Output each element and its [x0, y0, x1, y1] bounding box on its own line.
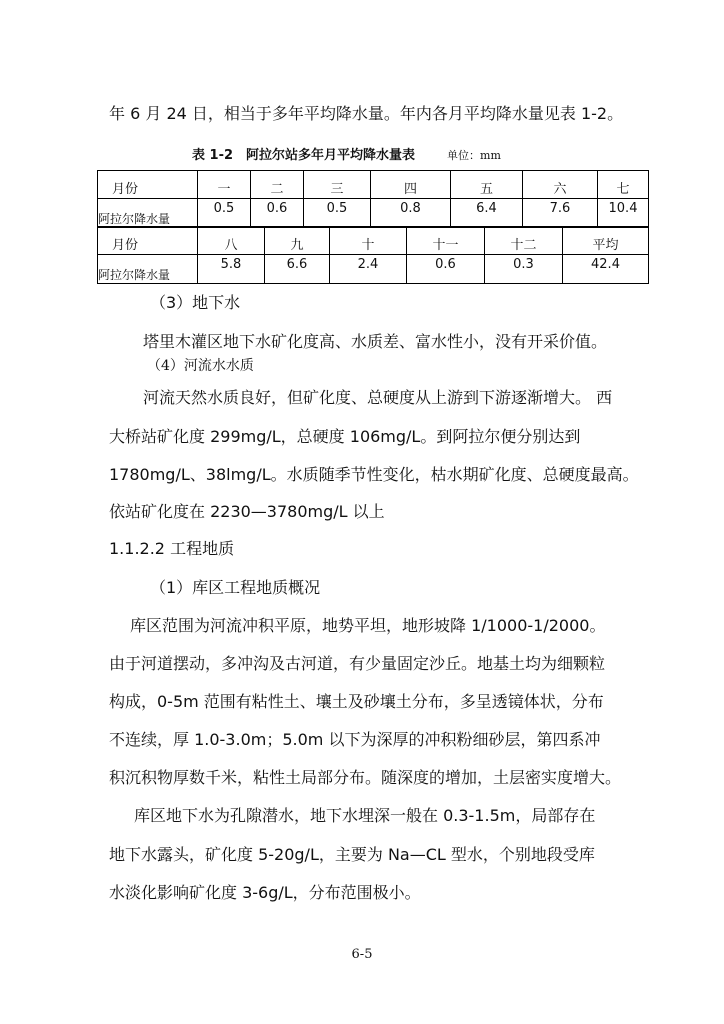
- month-header-label: 月份: [98, 227, 198, 255]
- value-cell: 0.6: [251, 199, 304, 228]
- value-cell: 0.6: [407, 255, 485, 284]
- value-cell: 7.6: [523, 199, 598, 228]
- intro-line: 年 6 月 24 日，相当于多年平均降水量。年内各月平均降水量见表 1-2。: [109, 104, 624, 123]
- river-paragraph-line: 河流天然水质良好，但矿化度、总硬度从上游到下游逐渐增大。 西: [143, 388, 613, 407]
- geology-paragraph-line: 由于河道摆动，多冲沟及古河道，有少量固定沙丘。地基土均为细颗粒: [109, 654, 606, 673]
- value-cell: 0.8: [371, 199, 451, 228]
- river-paragraph-line: 依站矿化度在 2230—3780mg/L 以上: [109, 502, 385, 521]
- month-cell: 二: [251, 171, 304, 199]
- value-cell: 6.6: [265, 255, 330, 284]
- river-paragraph-line: 大桥站矿化度 299mg/L，总硬度 106mg/L。到阿拉尔便分别达到: [109, 427, 581, 446]
- month-cell: 八: [198, 227, 265, 255]
- geology-paragraph-line: 构成，0-5m 范围有粘性土、壤土及砂壤土分布，多呈透镜体状，分布: [109, 692, 604, 711]
- groundwater-geology-line: 水淡化影响矿化度 3-6g/L，分布范围极小。: [109, 883, 421, 902]
- value-cell: 6.4: [451, 199, 523, 228]
- month-cell: 三: [304, 171, 371, 199]
- month-cell: 平均: [563, 227, 649, 255]
- table-value-row: [98, 199, 649, 228]
- geology-paragraph-line: 不连续，厚 1.0-3.0m；5.0m 以下为深厚的冲积粉细砂层，第四系冲: [109, 730, 601, 749]
- month-cell: 五: [451, 171, 523, 199]
- value-cell: 10.4: [598, 199, 649, 228]
- page-number: 6-5: [351, 947, 373, 962]
- geology-paragraph-line: 库区范围为河流冲积平原，地势平坦，地形坡降 1/1000-1/2000。: [130, 616, 606, 635]
- sub-heading: （1）库区工程地质概况: [150, 578, 321, 597]
- month-cell: 十一: [407, 227, 485, 255]
- value-cell: 0.5: [304, 199, 371, 228]
- precip-table-part1: [97, 170, 649, 228]
- table-caption: [192, 144, 501, 163]
- river-water-heading: （4）河流水水质: [147, 358, 254, 374]
- month-cell: 七: [598, 171, 649, 199]
- month-cell: 十二: [485, 227, 563, 255]
- month-cell: 一: [198, 171, 251, 199]
- groundwater-paragraph: 塔里木灌区地下水矿化度高、水质差、富水性小，没有开采价值。: [143, 332, 608, 351]
- section-heading: 1.1.2.2 工程地质: [109, 539, 235, 558]
- month-cell: 四: [371, 171, 451, 199]
- table-header-row: [98, 171, 649, 199]
- table-value-row: [98, 255, 649, 284]
- month-cell: 九: [265, 227, 330, 255]
- value-cell: 0.5: [198, 199, 251, 228]
- precip-row-label: 阿拉尔降水量: [98, 199, 198, 228]
- river-paragraph-line: 1780mg/L、38lmg/L。水质随季节性变化，枯水期矿化度、总硬度最高。: [109, 465, 639, 484]
- month-cell: 十: [330, 227, 407, 255]
- geology-paragraph-line: 积沉积物厚数千米，粘性土局部分布。随深度的增加，土层密实度增大。: [109, 768, 622, 787]
- table-header-row: [98, 227, 649, 255]
- value-cell: 5.8: [198, 255, 265, 284]
- table-caption-title: 表 1-2 阿拉尔站多年月平均降水量表: [192, 148, 416, 163]
- precip-table-part2: [97, 226, 649, 284]
- month-header-label: 月份: [98, 171, 198, 199]
- groundwater-geology-line: 地下水露头，矿化度 5-20g/L，主要为 Na—CL 型水，个别地段受库: [109, 845, 595, 864]
- groundwater-heading: （3）地下水: [150, 293, 241, 312]
- value-cell: 42.4: [563, 255, 649, 284]
- value-cell: 2.4: [330, 255, 407, 284]
- precip-row-label: 阿拉尔降水量: [98, 255, 198, 284]
- value-cell: 0.3: [485, 255, 563, 284]
- groundwater-geology-line: 库区地下水为孔隙潜水，地下水埋深一般在 0.3-1.5m，局部存在: [134, 806, 596, 825]
- table-unit: 单位：mm: [447, 149, 501, 162]
- month-cell: 六: [523, 171, 598, 199]
